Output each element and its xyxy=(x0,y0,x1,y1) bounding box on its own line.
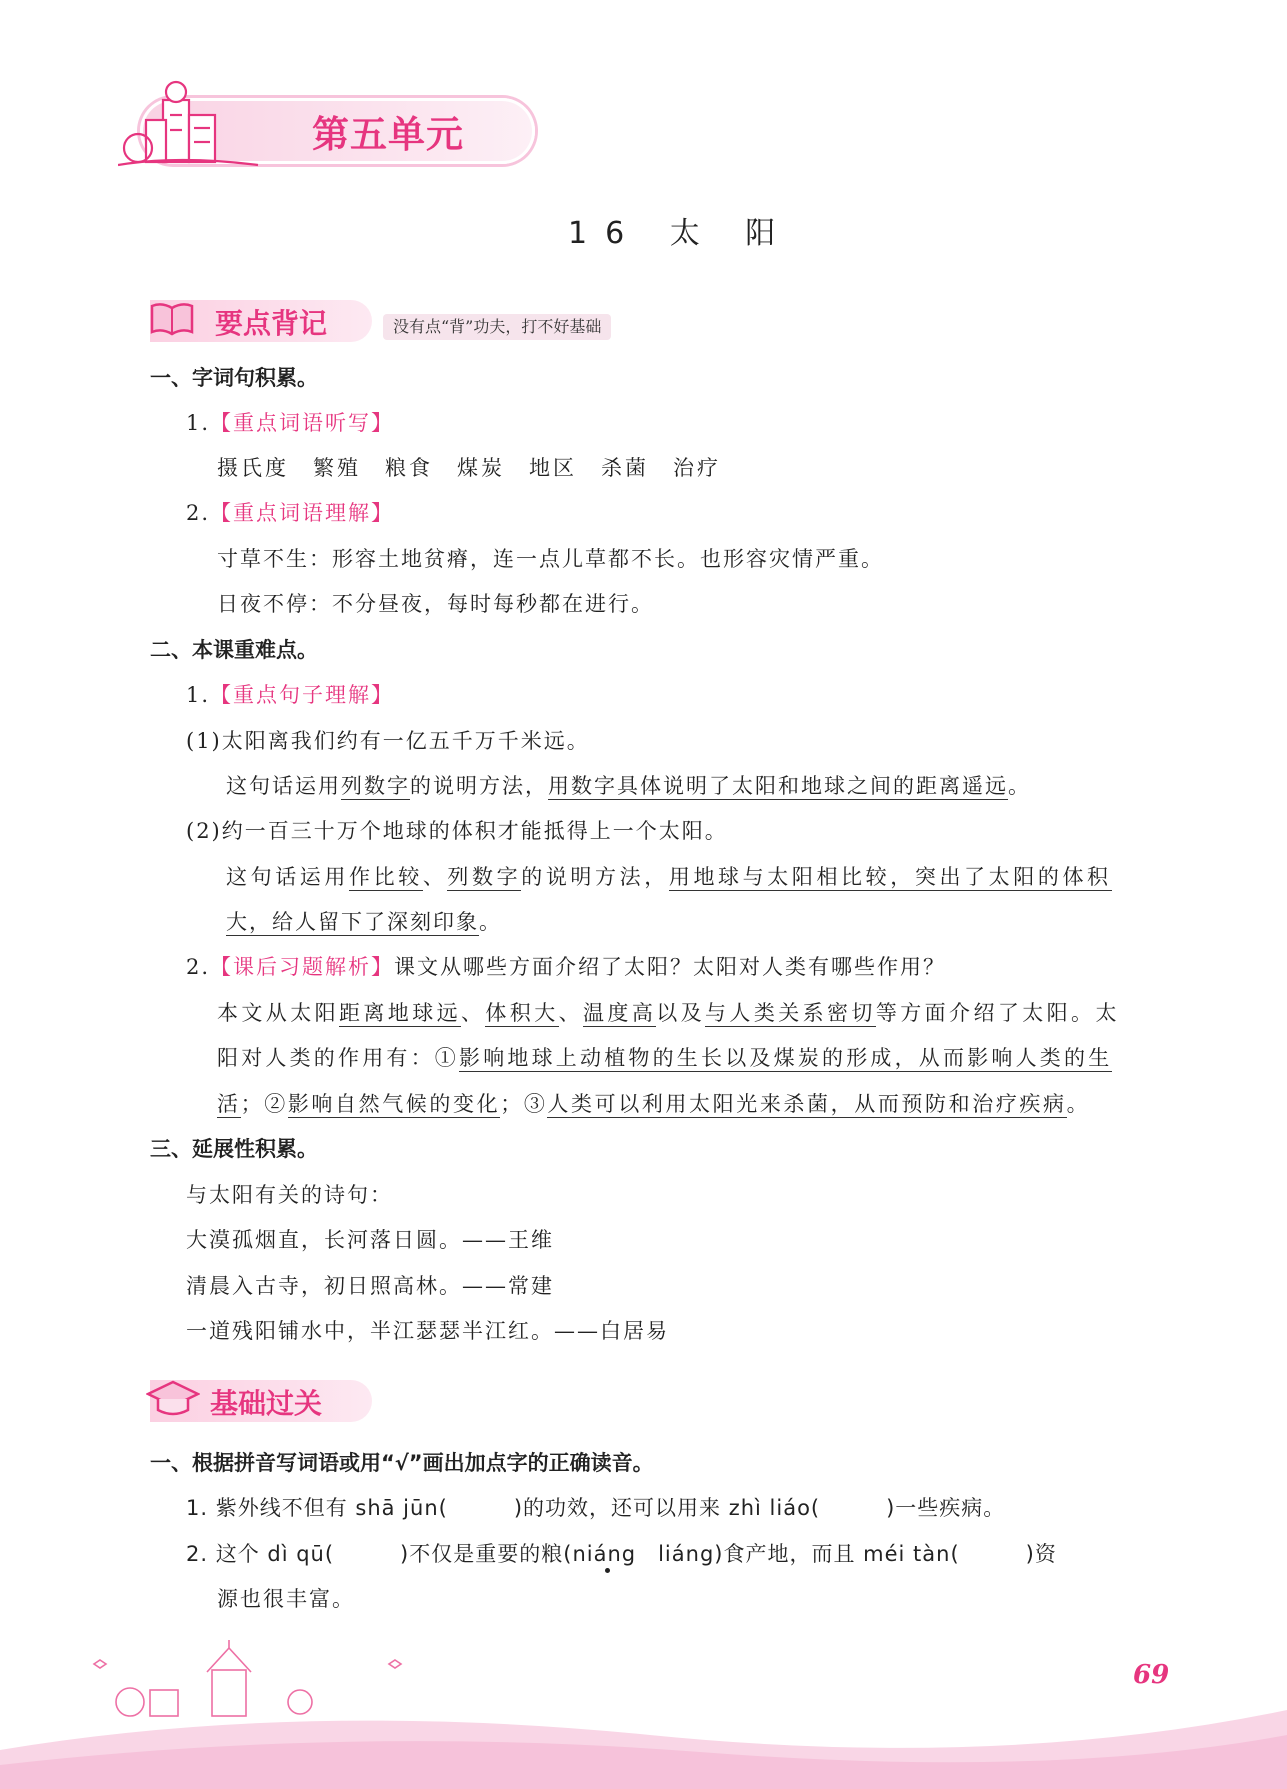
part3-heading: 三、延展性积累。 xyxy=(150,1137,318,1161)
poem-1: 大漠孤烟直，长河落日圆。——王维 xyxy=(186,1228,554,1252)
unit-title: 第五单元 xyxy=(312,113,464,156)
exercise-q1: 1. 紫外线不但有 shā jūn( )的功效，还可以用来 zhì liáo( )一些疾病。 xyxy=(186,1496,1006,1520)
part1-heading: 一、字词句积累。 xyxy=(150,366,318,390)
poem-3: 一道残阳铺水中，半江瑟瑟半江红。——白居易 xyxy=(186,1319,669,1343)
exercise-q2-cont: 源也很丰富。 xyxy=(217,1587,355,1611)
section-tip: 没有点“背”功夫，打不好基础 xyxy=(383,314,611,340)
analysis-line3: 活；②影响自然气候的变化；③人类可以利用太阳光来杀菌，从而预防和治疗疾病。 xyxy=(217,1092,1091,1116)
school-building-icon xyxy=(118,70,268,180)
answer-2-line1: 这句话运用作比较、列数字的说明方法，用地球与太阳相比较，突出了太阳的体积 xyxy=(226,865,1112,889)
part1-q1: 1.【重点词语听写】 xyxy=(186,411,395,435)
part2-heading: 二、本课重难点。 xyxy=(150,638,318,662)
word-list: 摄氏度 繁殖 粮食 煤炭 地区 杀菌 治疗 xyxy=(217,456,721,480)
emphasis-dot xyxy=(605,1568,610,1573)
sentence-2: (2)约一百三十万个地球的体积才能抵得上一个太阳。 xyxy=(186,819,728,843)
part2-q2: 2.【课后习题解析】课文从哪些方面介绍了太阳？太阳对人类有哪些作用？ xyxy=(186,955,947,979)
section-title-basics: 基础过关 xyxy=(210,1387,323,1420)
part1-q2: 2.【重点词语理解】 xyxy=(186,501,395,525)
open-book-icon xyxy=(148,298,196,338)
answer-1: 这句话运用列数字的说明方法，用数字具体说明了太阳和地球之间的距离遥远。 xyxy=(226,774,1031,798)
footer-decoration xyxy=(0,1640,1287,1789)
part2-q1: 1.【重点句子理解】 xyxy=(186,683,395,707)
lesson-title: 16 太 阳 xyxy=(568,216,794,251)
exercise-q2: 2. 这个 dì qū( )不仅是重要的粮(niáng liáng)食产地，而且 méi tàn( )资 xyxy=(186,1542,1057,1566)
poem-2: 清晨入古寺，初日照高林。——常建 xyxy=(186,1274,554,1298)
graduation-cap-icon xyxy=(146,1376,200,1422)
sentence-1: (1)太阳离我们约有一亿五千万千米远。 xyxy=(186,729,590,753)
answer-2-line2: 大，给人留下了深刻印象。 xyxy=(226,910,502,934)
analysis-line1: 本文从太阳距离地球远、体积大、温度高以及与人类关系密切等方面介绍了太阳。太 xyxy=(217,1001,1120,1025)
exercise-heading: 一、根据拼音写词语或用“√”画出加点字的正确读音。 xyxy=(150,1451,654,1475)
analysis-line2: 阳对人类的作用有：①影响地球上动植物的生长以及煤炭的形成，从而影响人类的生 xyxy=(217,1046,1113,1070)
section-title-memorize: 要点背记 xyxy=(215,307,328,340)
page-number: 69 xyxy=(1133,1660,1170,1690)
definition-1: 寸草不生：形容土地贫瘠，连一点儿草都不长。也形容灾情严重。 xyxy=(217,547,884,571)
definition-2: 日夜不停：不分昼夜，每时每秒都在进行。 xyxy=(217,592,654,616)
poem-intro: 与太阳有关的诗句： xyxy=(186,1183,393,1207)
